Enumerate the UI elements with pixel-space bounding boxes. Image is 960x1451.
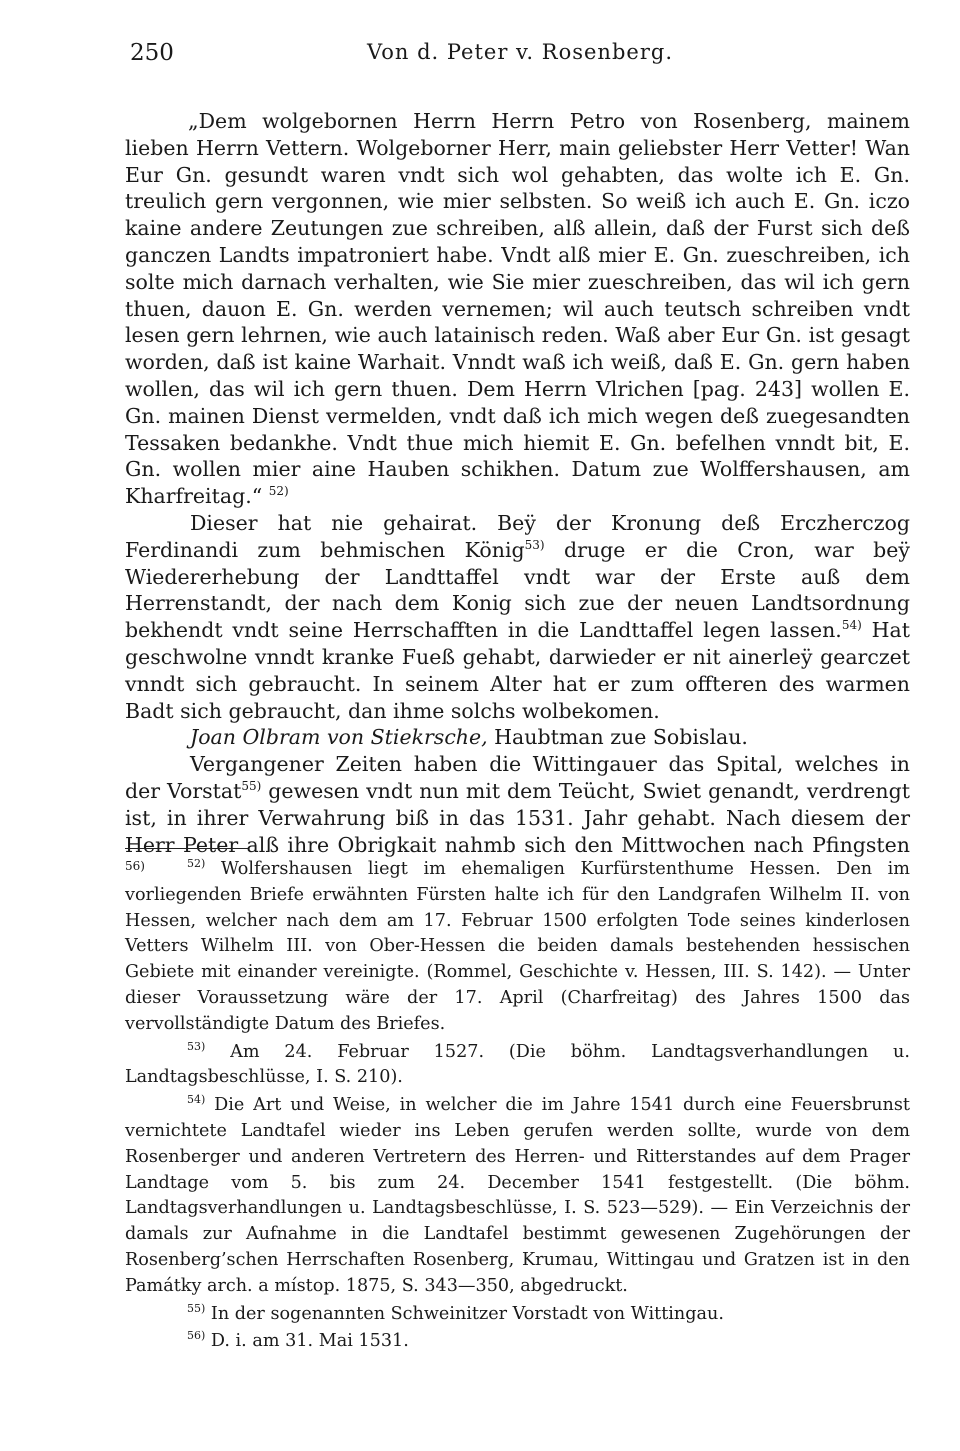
footnote-mark: 55) xyxy=(187,1301,206,1315)
footnote-mark: 53) xyxy=(187,1039,206,1053)
footnote-mark: 52) xyxy=(187,857,206,870)
letter-text: „Dem wolgebornen Herrn Herrn Petro von Rosenberg, mainem lieben Herrn Vettern. Wolgeborner Herr, main geliebster Herr Vetter! Wan Eur Gn. gesundt waren vndt sich wol gehabten, das wolte ich E. Gn. treulich gern vergonnen, wie mier selbsten. So weiß ich auch E. Gn. iczo kaine andere Zeutungen zue schreiben, alß allein, daß der Furst sich deß ganczen Landts impatroniert habe. Vndt alß mier E. Gn. zueschreiben, ich solte mich darnach verhalten, wie Sie mier zueschreiben, das wil ich gern thuen, dauon E. Gn. werden vernemen; wil auch teutsch schreiben vndt lesen gern lehrnen, wie auch latainisch reden. Waß aber Eur Gn. ist gesagt worden, daß ist kaine Warhait. Vnndt waß ich weiß, daß E. Gn. gern haben wollen, das wil ich gern thuen. Dem Herrn Vlrichen [pag. 243] wollen E. Gn. mainen Dienst vermelden, vndt daß ich mich wegen deß zuegesandten Tessaken bedankhe. Vndt thue mich hiemit E. Gn. befelhen vnndt bit, E. Gn. wollen mier aine Hauben schikhen. Datum zue Wolffershausen, am Kharfreitag.“ xyxy=(125,109,910,509)
footnote-separator xyxy=(125,848,248,849)
person-name: Joan Olbram von Stiekrsche, xyxy=(190,725,488,750)
footnote-ref: 55) xyxy=(241,778,262,793)
footnote-mark: 54) xyxy=(187,1093,206,1107)
footnote xyxy=(125,1093,910,1299)
heading-line xyxy=(125,724,910,751)
running-head: Von d. Peter v. Rosenberg. xyxy=(366,40,673,64)
footnote-mark: 56) xyxy=(187,1329,206,1343)
footnote-text: Die Art und Weise, in welcher die im Jahre 1541 durch eine Feuersbrunst vernichtete Landtafel wieder ins Leben gerufen werden sollte, wurde von dem Rosenberger und anderen Vertretern des Herren- und Ritterstandes auf dem Prager Landtage vom 5. bis zum 24. December 1541 festgestellt. (Die böhm. Landtagsverhandlungen u. Landtagsbeschlüsse, I. S. 523—529). — Ein Verzeichnis der damals zur Aufnahme in die Landtafel bestimmt gewesenen Zugehörungen der Rosenberg’schen Herrschaften Rosenberg, Krumau, Wittingau und Gratzen ist in den Památky arch. a místop. 1875, S. 343—350, abgedruckt. xyxy=(125,1095,910,1296)
footnote xyxy=(125,1302,910,1328)
person-title: Haubtman zue Sobislau. xyxy=(487,725,748,750)
footnote-text: D. i. am 31. Mai 1531. xyxy=(205,1331,409,1352)
letter-paragraph xyxy=(125,108,910,510)
footnote-text: Wolfershausen liegt im ehemaligen Kurfürstenthume Hessen. Den im vorliegenden Briefe erwähnten Fürsten halte ich für den Landgrafen Wilhelm II. von Hessen, welcher nach dem am 17. Februar 1500 erfolgten Tode seines kinderlosen Vetters Wilhelm III. von Ober-Hessen die beiden damals bestehenden hessischen Gebiete mit einander vereinigte. (Rommel, Geschichte v. Hessen, III. S. 142). — Unter dieser Voraussetzung wäre der 17. April (Charfreitag) des Jahres 1500 das vervollständigte Datum des Briefes. xyxy=(125,859,910,1034)
paragraph-text: gewesen vndt nun mit dem Teücht, Swiet genandt, verdrengt ist, in ihrer Verwahrung biß in das 1531. Jahr gehabt. Nach diesem der Herr Peter alß ihre Obrigkait nahmb sich den Mittwochen nach Pfingsten xyxy=(125,778,910,857)
paragraph-text: Vergangener Zeiten haben die Wittingauer das Spital, welches in der Vorstat xyxy=(125,752,910,803)
footnote-ref: 54) xyxy=(841,618,862,633)
footnote-text: Am 24. Februar 1527. (Die böhm. Landtagsverhandlungen u. Landtagsbeschlüsse, I. S. 210). xyxy=(125,1041,910,1088)
biography-paragraph xyxy=(125,510,910,724)
main-text xyxy=(125,108,910,885)
footnotes xyxy=(125,857,910,1357)
footnote-ref: 56) xyxy=(125,859,145,874)
footnote-ref: 53) xyxy=(524,537,545,552)
footnote xyxy=(125,857,910,1038)
footnote xyxy=(125,1329,910,1355)
paragraph-text: Hat geschwolne vnndt kranke Fueß gehabt, darwieder er nit ainerleÿ gearczet vnndt sich gebraucht. In seinem Alter hat er zum offteren des warmen Badt sich gebraucht, dan ihme solchs wolbekomen. xyxy=(125,618,910,723)
page-number: 250 xyxy=(130,40,174,66)
page-header xyxy=(130,40,910,76)
paragraph-text: druge er die Cron, war beÿ Wiedererhebung der Landttaffel vndt war der Erste auß dem Herrenstandt, der nach dem Konig sich zue der neuen Landtsordnung bekhendt vndt seine Herrschafften in die Landttaffel legen lassen. xyxy=(125,537,910,643)
paragraph-text: Dieser hat nie gehairat. Beÿ der Kronung deß Erczherczog Ferdinandi zum behmischen König xyxy=(125,510,910,562)
footnote-text: In der sogenannten Schweinitzer Vorstadt von Wittingau. xyxy=(205,1303,724,1324)
footnote-ref: 52) xyxy=(268,484,289,499)
footnote xyxy=(125,1040,910,1092)
